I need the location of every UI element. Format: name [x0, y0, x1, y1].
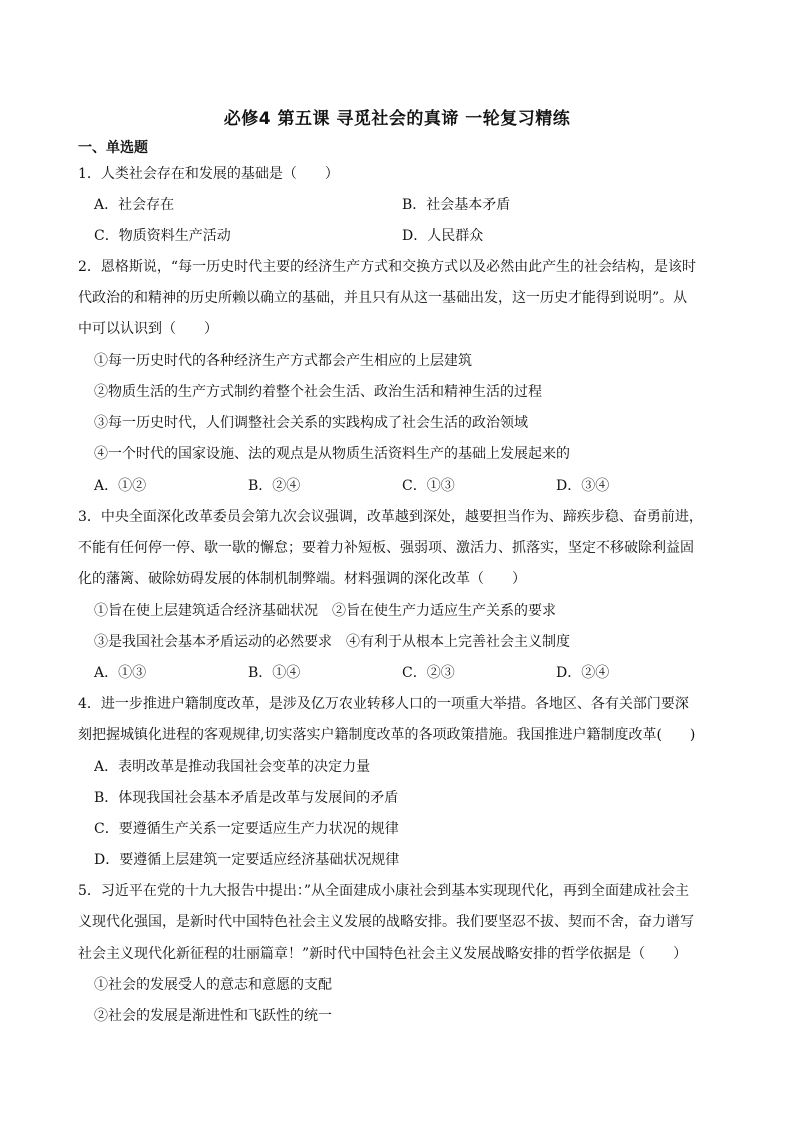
q3-option-a: A．①③ — [94, 665, 147, 681]
q5-stem-line: 义现代化强国，是新时代中国特色社会主义发展的战略安排。我们要坚忍不拔、契而不舍，奋力谱写 — [78, 914, 694, 930]
q2-statement-1: ①每一历史时代的各种经济生产方式都会产生相应的上层建筑 — [94, 353, 472, 369]
q3-statements-3-4: ③是我国社会基本矛盾运动的必然要求 ④有利于从根本上完善社会主义制度 — [94, 634, 570, 650]
q1-option-d: D．人民群众 — [402, 228, 484, 244]
q1-stem: 1．人类社会存在和发展的基础是（ ） — [78, 166, 339, 182]
q2-stem-line: 代政治的和精神的历史所赖以确立的基础，并且只有从这一基础出发，这一历史才能得到说明”。从 — [78, 290, 688, 306]
q2-statement-4: ④一个时代的国家设施、法的观点是从物质生活资料生产的基础上发展起来的 — [94, 446, 570, 462]
q2-statement-2: ②物质生活的生产方式制约着整个社会生活、政治生活和精神生活的过程 — [94, 384, 542, 400]
q2-option-d: D．③④ — [556, 478, 610, 494]
q2-stem-line: 2．恩格斯说，“每一历史时代主要的经济生产方式和交换方式以及必然由此产生的社会结构，是该时 — [78, 259, 697, 275]
q3-stem-line: 不能有任何停一停、歇一歇的懈怠；要着力补短板、强弱项、激活力、抓落实，坚定不移破除利益固 — [78, 540, 694, 556]
q5-statement-1: ①社会的发展受人的意志和意愿的支配 — [94, 977, 332, 993]
q2-option-a: A．①② — [94, 478, 147, 494]
q4-stem-line: 4．进一步推进户籍制度改革，是涉及亿万农业转移人口的一项重大举措。各地区、各有关部门要深 — [78, 696, 689, 712]
q5-stem-line: 社会主义现代化新征程的壮丽篇章！”新时代中国特色社会主义发展战略安排的哲学依据是（ ） — [78, 946, 688, 962]
section-heading: 一、单选题 — [78, 140, 148, 156]
q4-option-d: D．要遵循上层建筑一定要适应经济基础状况规律 — [94, 852, 400, 868]
q3-option-d: D．②④ — [556, 665, 610, 681]
q3-option-c: C．②③ — [402, 665, 455, 681]
q2-option-c: C．①③ — [402, 478, 455, 494]
q4-stem-line: 刻把握城镇化进程的客观规律,切实落实户籍制度改革的各项政策措施。我国推进户籍制度改革( ) — [78, 727, 696, 743]
q1-option-b: B．社会基本矛盾 — [402, 197, 511, 213]
q1-option-c: C．物质资料生产活动 — [94, 228, 231, 244]
q4-option-c: C．要遵循生产关系一定要适应生产力状况的规律 — [94, 821, 399, 837]
q3-statements-1-2: ①旨在使上层建筑适合经济基础状况 ②旨在使生产力适应生产关系的要求 — [94, 603, 556, 619]
q3-stem-line: 化的藩篱、破除妨碍发展的体制机制弊端。材料强调的深化改革（ ） — [78, 571, 526, 587]
q2-option-b: B．②④ — [248, 478, 301, 494]
page-title: 必修4 第五课 寻觅社会的真谛 一轮复习精练 — [223, 109, 571, 129]
q1-option-a: A．社会存在 — [94, 197, 175, 213]
q5-statement-2: ②社会的发展是渐进性和飞跃性的统一 — [94, 1008, 332, 1024]
q2-stem-line: 中可以认识到（ ） — [78, 321, 218, 337]
q4-option-a: A．表明改革是推动我国社会变革的决定力量 — [94, 759, 371, 775]
q3-option-b: B．①④ — [248, 665, 301, 681]
q2-statement-3: ③每一历史时代，人们调整社会关系的实践构成了社会生活的政治领域 — [94, 415, 528, 431]
q3-stem-line: 3．中央全面深化改革委员会第九次会议强调，改革越到深处，越要担当作为、蹄疾步稳、奋勇前进， — [78, 509, 703, 525]
q5-stem-line: 5．习近平在党的十九大报告中提出：”从全面建成小康社会到基本实现现代化，再到全面建成社会主 — [78, 883, 690, 899]
q4-option-b: B．体现我国社会基本矛盾是改革与发展间的矛盾 — [94, 790, 399, 806]
